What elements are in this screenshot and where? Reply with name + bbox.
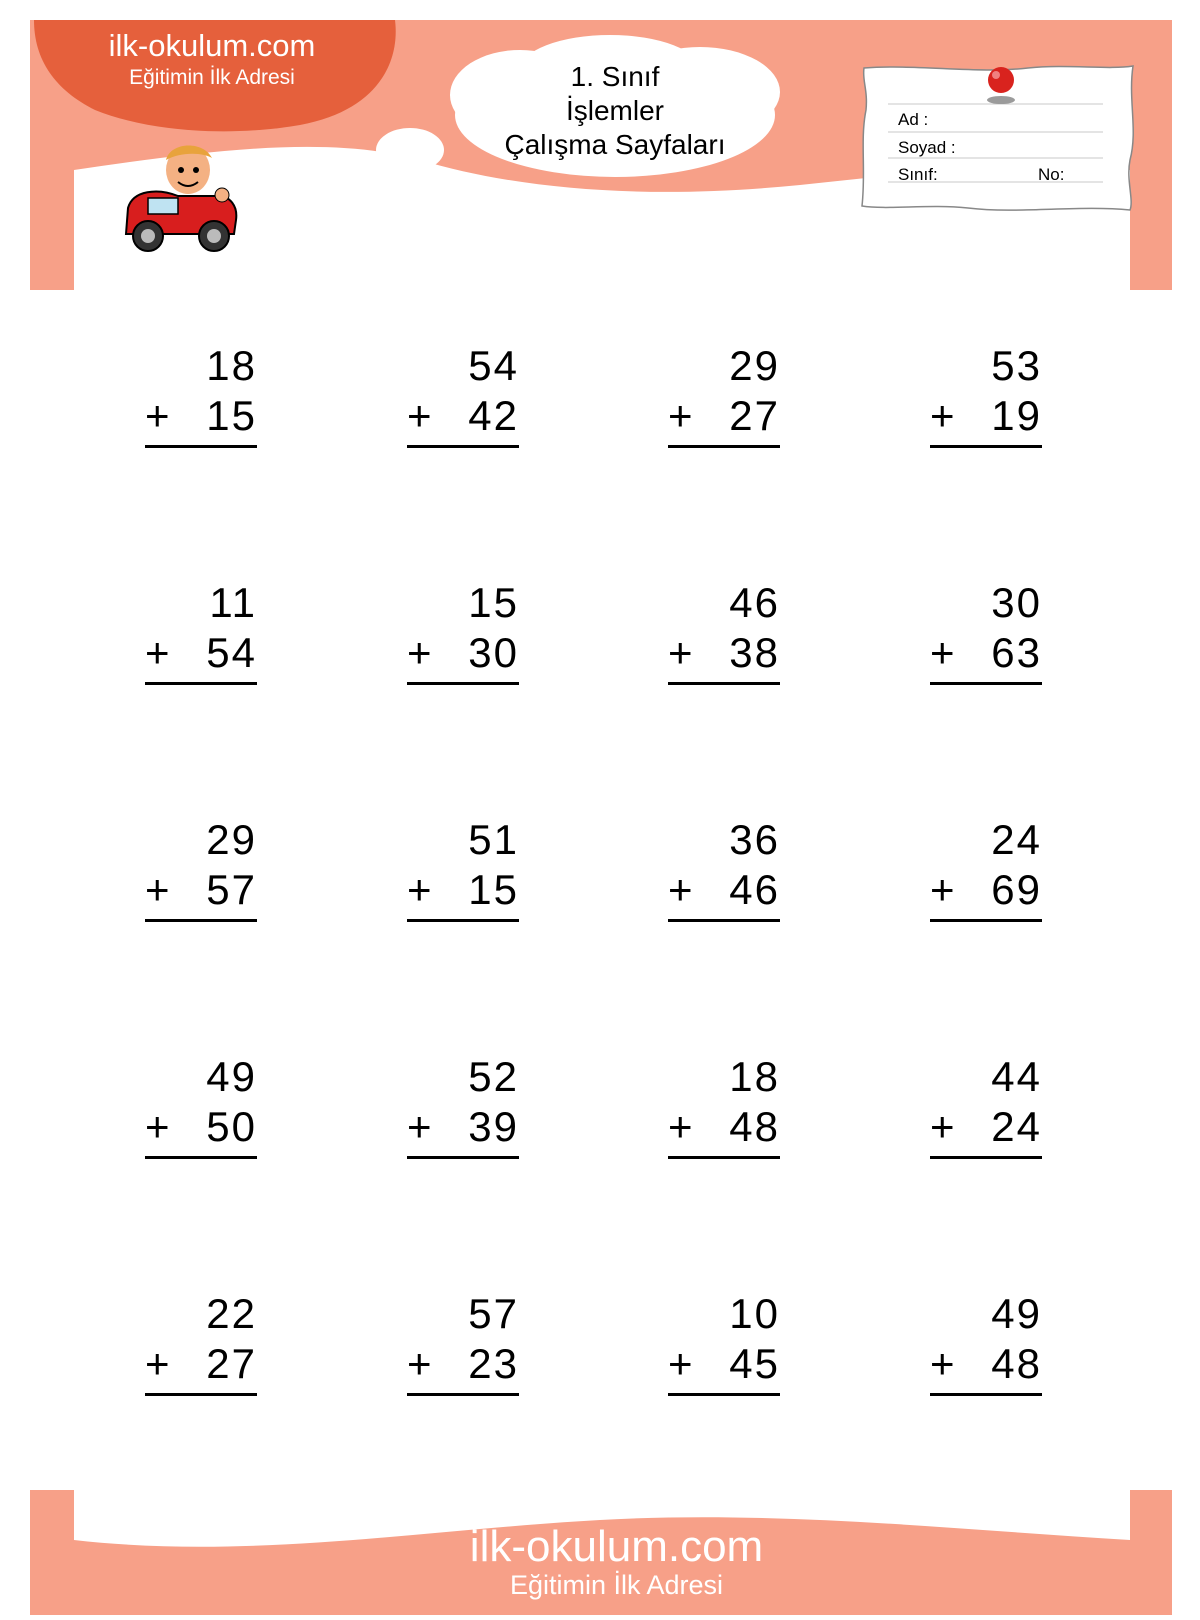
- second-addend: 24: [991, 1103, 1042, 1150]
- answer-line[interactable]: [407, 1156, 519, 1159]
- second-addend: 27: [206, 1340, 257, 1387]
- plus-operator: +: [407, 629, 432, 676]
- plus-operator: +: [145, 1340, 170, 1387]
- plus-operator: +: [930, 629, 955, 676]
- addition-problem: [407, 579, 519, 689]
- answer-line[interactable]: [668, 919, 780, 922]
- plus-operator: +: [930, 866, 955, 913]
- logo-tagline: Eğitimin İlk Adresi: [129, 66, 295, 89]
- second-addend: 48: [991, 1340, 1042, 1387]
- answer-line[interactable]: [930, 919, 1042, 922]
- second-addend: 57: [206, 866, 257, 913]
- first-addend: 44: [991, 1053, 1042, 1100]
- first-addend: 18: [206, 342, 257, 389]
- answer-line[interactable]: [407, 1393, 519, 1396]
- cartoon-boy-in-red-car-icon: [118, 140, 243, 255]
- second-addend: 15: [468, 866, 519, 913]
- answer-line[interactable]: [407, 682, 519, 685]
- addition-problem: [407, 816, 519, 926]
- answer-line[interactable]: [668, 1393, 780, 1396]
- answer-line[interactable]: [668, 445, 780, 448]
- plus-operator: +: [407, 1340, 432, 1387]
- addition-problem: [145, 1053, 257, 1163]
- addition-problem: [407, 1053, 519, 1163]
- title-line-subtitle: Çalışma Sayfaları: [504, 129, 726, 160]
- answer-line[interactable]: [145, 1156, 257, 1159]
- addition-problem: [930, 1290, 1042, 1400]
- first-addend: 57: [468, 1290, 519, 1337]
- second-addend: 63: [991, 629, 1042, 676]
- plus-operator: +: [668, 629, 693, 676]
- addition-problem: [668, 579, 780, 689]
- plus-operator: +: [145, 866, 170, 913]
- surname-field-label: Soyad :: [898, 138, 956, 157]
- second-addend: 46: [729, 866, 780, 913]
- first-addend: 53: [991, 342, 1042, 389]
- addition-problem: [145, 1290, 257, 1400]
- plus-operator: +: [145, 629, 170, 676]
- addition-problem: [668, 816, 780, 926]
- plus-operator: +: [668, 866, 693, 913]
- first-addend: 51: [468, 816, 519, 863]
- first-addend: 54: [468, 342, 519, 389]
- plus-operator: +: [930, 1340, 955, 1387]
- addition-problem: [145, 579, 257, 689]
- addition-problem: [668, 342, 780, 452]
- addition-problem: [668, 1053, 780, 1163]
- worksheet-title: [470, 60, 760, 162]
- answer-line[interactable]: [930, 1393, 1042, 1396]
- plus-operator: +: [407, 866, 432, 913]
- plus-operator: +: [668, 1103, 693, 1150]
- title-line-topic: İşlemler: [565, 95, 664, 126]
- second-addend: 39: [468, 1103, 519, 1150]
- answer-line[interactable]: [145, 1393, 257, 1396]
- footer-site-name[interactable]: ilk-okulum.com: [469, 1522, 764, 1571]
- answer-line[interactable]: [930, 682, 1042, 685]
- second-addend: 30: [468, 629, 519, 676]
- class-field-label: Sınıf:: [898, 165, 938, 184]
- first-addend: 29: [206, 816, 257, 863]
- first-addend: 46: [729, 579, 780, 626]
- second-addend: 69: [991, 866, 1042, 913]
- answer-line[interactable]: [930, 445, 1042, 448]
- first-addend: 24: [991, 816, 1042, 863]
- plus-operator: +: [407, 1103, 432, 1150]
- addition-problem: [930, 1053, 1042, 1163]
- plus-operator: +: [668, 1340, 693, 1387]
- answer-line[interactable]: [407, 445, 519, 448]
- plus-operator: +: [668, 392, 693, 439]
- plus-operator: +: [145, 392, 170, 439]
- red-push-pin-icon: [975, 60, 1025, 106]
- title-line-grade: 1. Sınıf: [570, 61, 660, 92]
- addition-problem: [668, 1290, 780, 1400]
- first-addend: 52: [468, 1053, 519, 1100]
- second-addend: 54: [206, 629, 257, 676]
- first-addend: 18: [729, 1053, 780, 1100]
- plus-operator: +: [407, 392, 432, 439]
- plus-operator: +: [930, 392, 955, 439]
- first-addend: 10: [729, 1290, 780, 1337]
- first-addend: 22: [206, 1290, 257, 1337]
- addition-problem: [407, 342, 519, 452]
- first-addend: 15: [468, 579, 519, 626]
- second-addend: 15: [206, 392, 257, 439]
- second-addend: 38: [729, 629, 780, 676]
- first-addend: 36: [729, 816, 780, 863]
- logo-site-name[interactable]: ilk-okulum.com: [108, 28, 316, 63]
- addition-problem: [145, 342, 257, 452]
- answer-line[interactable]: [407, 919, 519, 922]
- addition-problem: [930, 579, 1042, 689]
- first-addend: 11: [209, 579, 257, 626]
- second-addend: 23: [468, 1340, 519, 1387]
- answer-line[interactable]: [145, 445, 257, 448]
- addition-problem: [930, 816, 1042, 926]
- second-addend: 27: [729, 392, 780, 439]
- name-field-label: Ad :: [898, 110, 929, 129]
- plus-operator: +: [145, 1103, 170, 1150]
- first-addend: 29: [729, 342, 780, 389]
- plus-operator: +: [930, 1103, 955, 1150]
- answer-line[interactable]: [145, 919, 257, 922]
- second-addend: 42: [468, 392, 519, 439]
- second-addend: 50: [206, 1103, 257, 1150]
- number-field-label: No:: [1038, 165, 1065, 184]
- answer-line[interactable]: [668, 1156, 780, 1159]
- second-addend: 19: [991, 392, 1042, 439]
- addition-problem: [930, 342, 1042, 452]
- worksheet-header: [0, 0, 1200, 300]
- answer-line[interactable]: [668, 682, 780, 685]
- addition-problem: [145, 816, 257, 926]
- second-addend: 48: [729, 1103, 780, 1150]
- addition-problem: [407, 1290, 519, 1400]
- footer-tagline: Eğitimin İlk Adresi: [509, 1570, 724, 1600]
- first-addend: 49: [991, 1290, 1042, 1337]
- answer-line[interactable]: [930, 1156, 1042, 1159]
- answer-line[interactable]: [145, 682, 257, 685]
- first-addend: 30: [991, 579, 1042, 626]
- second-addend: 45: [729, 1340, 780, 1387]
- first-addend: 49: [206, 1053, 257, 1100]
